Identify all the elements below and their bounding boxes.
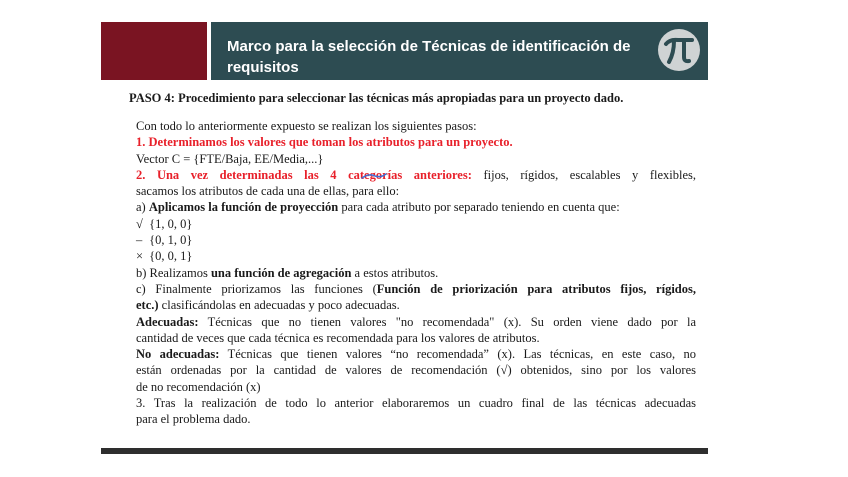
step2-line: [136, 167, 696, 183]
step-title: PASO 4: Procedimiento para seleccionar las técnicas más apropiadas para un proyecto dado.: [129, 91, 624, 105]
no-adecuadas-line2: están ordenadas por la cantidad de valores de recomendación (√) obtenidos, sino por los valores: [136, 363, 696, 378]
no-adecuadas-line3: de no recomendación (x): [136, 379, 261, 394]
step-b-rest: a estos atributos.: [351, 265, 439, 280]
step3-line: 3. Tras la realización de todo lo anterior elaboraremos un cuadro final de las técnicas adecuadas: [136, 396, 696, 411]
projection-value: {0, 0, 1}: [149, 249, 193, 264]
projection-row: [136, 216, 696, 232]
step-c-bold2: etc.): [136, 298, 159, 313]
no-adecuadas-line: [136, 346, 696, 362]
step-a-bold: Aplicamos la función de proyección: [148, 200, 339, 215]
check-symbol: √: [136, 216, 143, 231]
projection-row: [136, 248, 696, 264]
intro-line: Con todo lo anteriormente expuesto se realizan los siguientes pasos:: [136, 119, 477, 133]
step-a-rest: para cada atributo por separado teniendo en cuenta que:: [338, 200, 620, 215]
pen-squiggle-annotation: [361, 172, 387, 180]
slide-header: [101, 22, 708, 80]
no-adecuadas-label: No adecuadas:: [136, 347, 220, 362]
step2-heading: 2. Una vez determinadas las 4 categorías anteriores:: [136, 167, 472, 182]
no-adecuadas-text: Técnicas que tienen valores “no recomendada” (x). Las técnicas, en este caso, no: [219, 347, 696, 362]
step-a-prefix: a): [136, 200, 149, 215]
projection-value: {1, 0, 0}: [149, 216, 193, 231]
adecuadas-line2: cantidad de veces que cada técnica es recomendada para los valores de atributos.: [136, 330, 540, 345]
projection-row: [136, 232, 696, 248]
header-accent-block: [101, 22, 207, 80]
procedure-text: [136, 118, 696, 428]
step2-line2: sacamos los atributos de cada una de ellas, para ello:: [136, 184, 400, 199]
slide-title: Marco para la selección de Técnicas de identificación de requisitos: [227, 38, 631, 76]
adecuadas-text: Técnicas que no tienen valores "no recomendada" (x). Su orden viene dado por la: [198, 314, 696, 329]
step-a-line: [136, 199, 696, 215]
step-c-bold: Función de priorización para atributos fijos, rígidos,: [376, 281, 696, 296]
step-c-line2: [136, 297, 696, 313]
projection-value: {0, 1, 0}: [149, 233, 193, 248]
vector-line: Vector C = {FTE/Baja, EE/Media,...}: [136, 151, 324, 166]
step-b-bold: una función de agregación: [210, 265, 352, 280]
slide: [101, 22, 708, 454]
step-b-prefix: b) Realizamos: [136, 265, 211, 280]
step3-line2: para el problema dado.: [136, 412, 251, 427]
pi-logo-icon: [656, 27, 702, 73]
cross-symbol: ×: [136, 249, 144, 264]
header-bar: [211, 22, 708, 80]
adecuadas-line: [136, 314, 696, 330]
step2-categories: fijos, rígidos, escalables y flexibles,: [471, 167, 696, 182]
step-b-line: [136, 265, 696, 281]
step-c-prefix: c) Finalmente priorizamos las funciones (: [136, 281, 377, 296]
adecuadas-label: Adecuadas:: [136, 314, 199, 329]
slide-footer-bar: [101, 448, 708, 454]
step-c-rest: clasificándolas en adecuadas y poco adecuadas.: [158, 298, 400, 313]
step-c-line: [136, 281, 696, 297]
dash-symbol: –: [136, 233, 143, 248]
step1-line: 1. Determinamos los valores que toman los atributos para un proyecto.: [136, 135, 513, 150]
